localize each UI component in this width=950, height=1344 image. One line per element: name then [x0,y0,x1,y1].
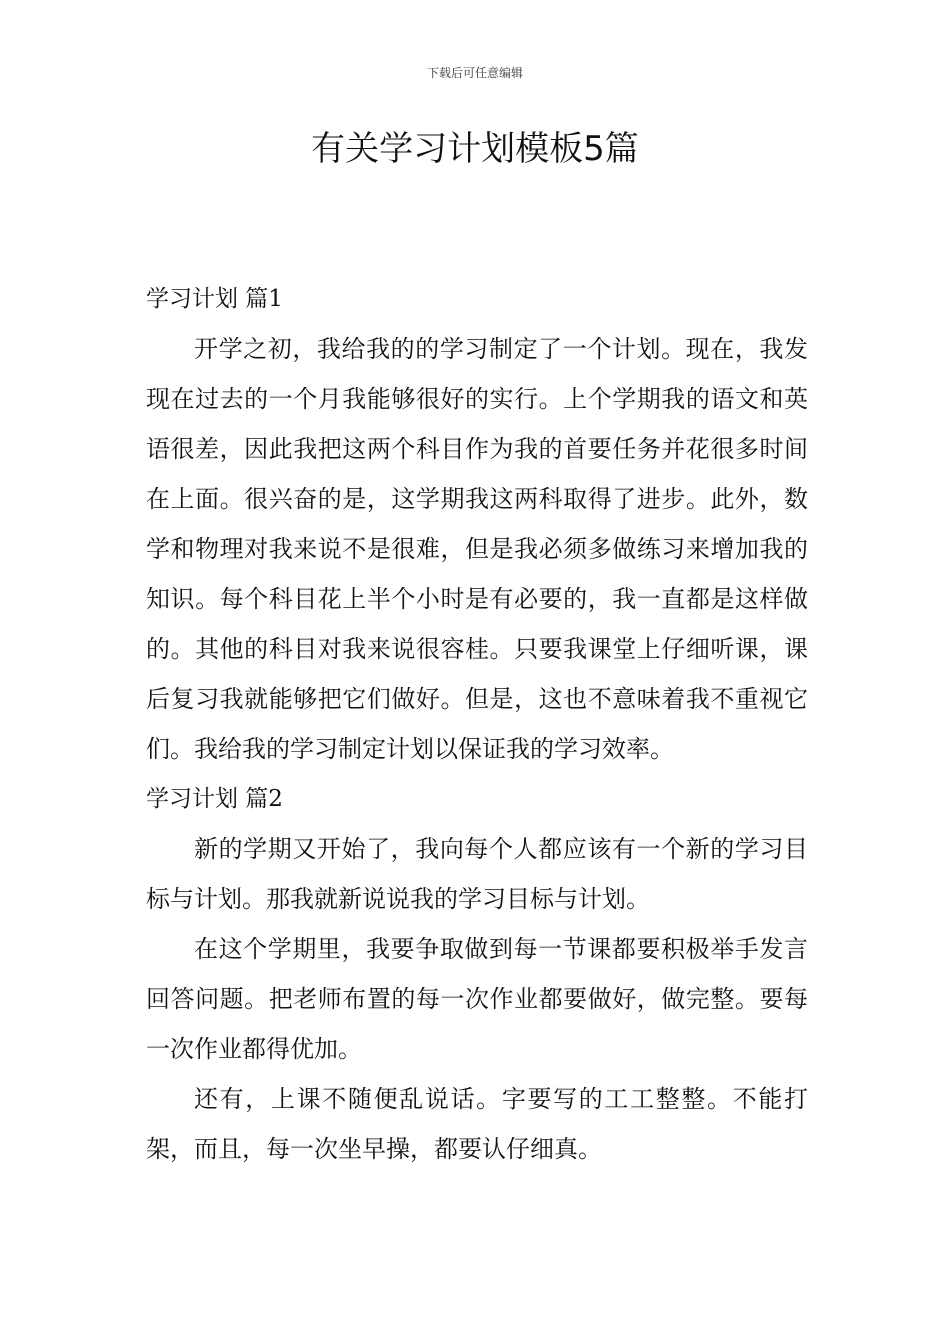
section-plan-1 [146,274,808,774]
section-heading: 学习计划 篇2 [146,786,283,812]
document-body [146,274,808,1174]
header-note: 下载后可任意编辑 [426,66,523,80]
paragraph: 还有，上课不随便乱说话。字要写的工工整整。不能打架，而且，每一次坐早操，都要认仔细真。 [146,1085,808,1163]
paragraph: 新的学期又开始了，我向每个人都应该有一个新的学习目标与计划。那我就新说说我的学习目标与计划。 [146,835,808,913]
paragraph: 开学之初，我给我的的学习制定了一个计划。现在，我发现在过去的一个月我能够很好的实行。上个学期我的语文和英语很差，因此我把这两个科目作为我的首要任务并花很多时间在上面。很兴奋的是，这学期我这两科取得了进步。此外，数学和物理对我来说不是很难，但是我必须多做练习来增加我的知识。每个科目花上半个小时是有必要的，我一直都是这样做的。其他的科目对我来说很容桂。只要我课堂上仔细听课，课后复习我就能够把它们做好。但是，这也不意味着我不重视它们。我给我的学习制定计划以保证我的学习效率。 [146,335,808,763]
section-heading: 学习计划 篇1 [146,286,283,312]
section-plan-2 [146,774,808,1174]
document-title: 有关学习计划模板5篇 [311,129,639,169]
paragraph: 在这个学期里，我要争取做到每一节课都要积极举手发言回答问题。把老师布置的每一次作业都要做好，做完整。要每一次作业都得优加。 [146,935,808,1063]
